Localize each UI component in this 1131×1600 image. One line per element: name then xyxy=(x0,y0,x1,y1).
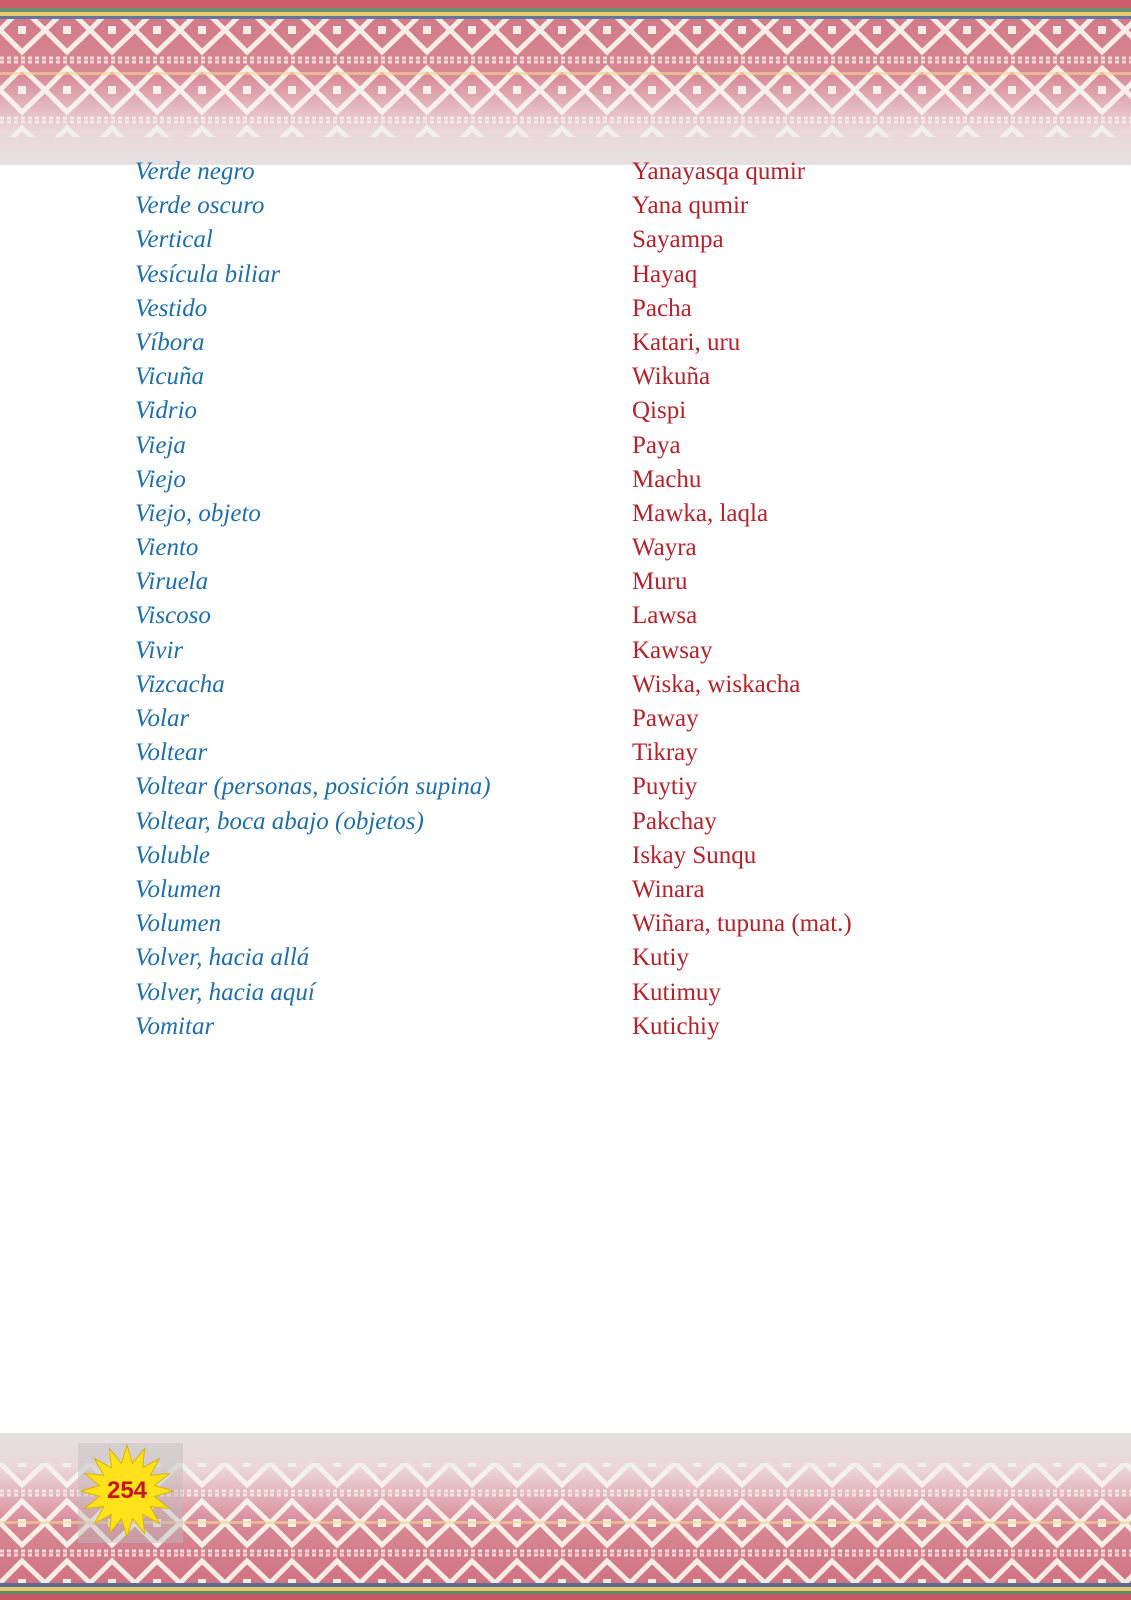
woven-pattern-icon xyxy=(0,0,1131,165)
spanish-term: Víbora xyxy=(135,328,205,356)
glossary-row xyxy=(0,223,1131,257)
spanish-term: Vertical xyxy=(135,226,213,254)
quechua-term: Wiñara, tupuna (mat.) xyxy=(632,910,852,938)
spanish-term: Volumen xyxy=(135,875,222,903)
glossary-row xyxy=(0,429,1131,463)
spanish-term: Verde oscuro xyxy=(135,192,265,220)
glossary-row xyxy=(0,668,1131,702)
page-number: 254 xyxy=(106,1477,148,1504)
spanish-term: Viscoso xyxy=(135,602,211,630)
spanish-term: Viruela xyxy=(135,568,209,596)
quechua-term: Pakchay xyxy=(632,807,717,835)
spanish-term: Volver, hacia allá xyxy=(135,944,310,972)
quechua-term: Qispi xyxy=(632,397,687,425)
spanish-term: Vestido xyxy=(135,294,208,322)
quechua-term: Yanayasqa qumir xyxy=(632,158,806,185)
glossary-row xyxy=(0,463,1131,497)
spanish-term: Viejo, objeto xyxy=(135,499,261,527)
spanish-term: Vomitar xyxy=(135,1012,215,1040)
glossary-row xyxy=(0,805,1131,839)
spanish-term: Viejo xyxy=(135,465,186,493)
quechua-term: Katari, uru xyxy=(632,328,741,356)
spanish-term: Volver, hacia aquí xyxy=(135,978,315,1006)
quechua-term: Tikray xyxy=(632,739,698,767)
glossary-row xyxy=(0,394,1131,428)
quechua-term: Kutiy xyxy=(632,944,689,972)
quechua-term: Machu xyxy=(632,465,702,493)
spanish-term: Viento xyxy=(135,534,199,562)
glossary-row xyxy=(0,599,1131,633)
glossary-row xyxy=(0,155,1131,189)
quechua-term: Kutichiy xyxy=(632,1012,720,1040)
spanish-term: Vicuña xyxy=(135,363,204,391)
quechua-term: Paway xyxy=(632,705,699,732)
spanish-term: Voltear (personas, posición supina) xyxy=(135,773,491,801)
spanish-term: Vidrio xyxy=(135,397,198,425)
quechua-term: Wiska, wiskacha xyxy=(632,670,801,698)
spanish-term: Volar xyxy=(135,705,190,732)
glossary-row xyxy=(0,839,1131,873)
quechua-term: Hayaq xyxy=(632,260,698,288)
glossary-row xyxy=(0,873,1131,907)
glossary-row xyxy=(0,976,1131,1010)
quechua-term: Kawsay xyxy=(632,636,713,664)
quechua-term: Iskay Sunqu xyxy=(632,841,757,869)
spanish-term: Voltear xyxy=(135,739,208,767)
quechua-term: Yana qumir xyxy=(632,192,749,220)
quechua-term: Lawsa xyxy=(632,602,698,630)
glossary-row xyxy=(0,497,1131,531)
glossary-row xyxy=(0,736,1131,770)
glossary-list xyxy=(0,155,1131,1044)
spanish-term: Verde negro xyxy=(135,158,255,185)
spanish-term: Vivir xyxy=(135,636,184,664)
quechua-term: Mawka, laqla xyxy=(632,499,769,527)
quechua-term: Kutimuy xyxy=(632,978,721,1006)
quechua-term: Wayra xyxy=(632,534,697,562)
glossary-row xyxy=(0,770,1131,804)
glossary-row xyxy=(0,941,1131,975)
top-textile-band xyxy=(0,0,1131,165)
spanish-term: Voluble xyxy=(135,841,210,869)
spanish-term: Vieja xyxy=(135,431,186,459)
quechua-term: Wikuña xyxy=(632,363,711,391)
glossary-row xyxy=(0,360,1131,394)
glossary-row xyxy=(0,1010,1131,1044)
page-number-badge xyxy=(78,1443,183,1543)
spanish-term: Voltear, boca abajo (objetos) xyxy=(135,807,424,835)
quechua-term: Winara xyxy=(632,875,705,903)
glossary-row xyxy=(0,907,1131,941)
glossary-row xyxy=(0,634,1131,668)
quechua-term: Paya xyxy=(632,431,681,459)
quechua-term: Muru xyxy=(632,568,688,596)
glossary-row xyxy=(0,565,1131,599)
glossary-row xyxy=(0,189,1131,223)
spanish-term: Volumen xyxy=(135,910,222,938)
glossary-row xyxy=(0,258,1131,292)
spanish-term: Vizcacha xyxy=(135,670,225,698)
glossary-row xyxy=(0,326,1131,360)
spanish-term: Vesícula biliar xyxy=(135,260,281,288)
quechua-term: Sayampa xyxy=(632,226,724,254)
glossary-row xyxy=(0,702,1131,736)
glossary-row xyxy=(0,292,1131,326)
quechua-term: Puytiy xyxy=(632,773,698,801)
glossary-row xyxy=(0,531,1131,565)
quechua-term: Pacha xyxy=(632,294,692,322)
